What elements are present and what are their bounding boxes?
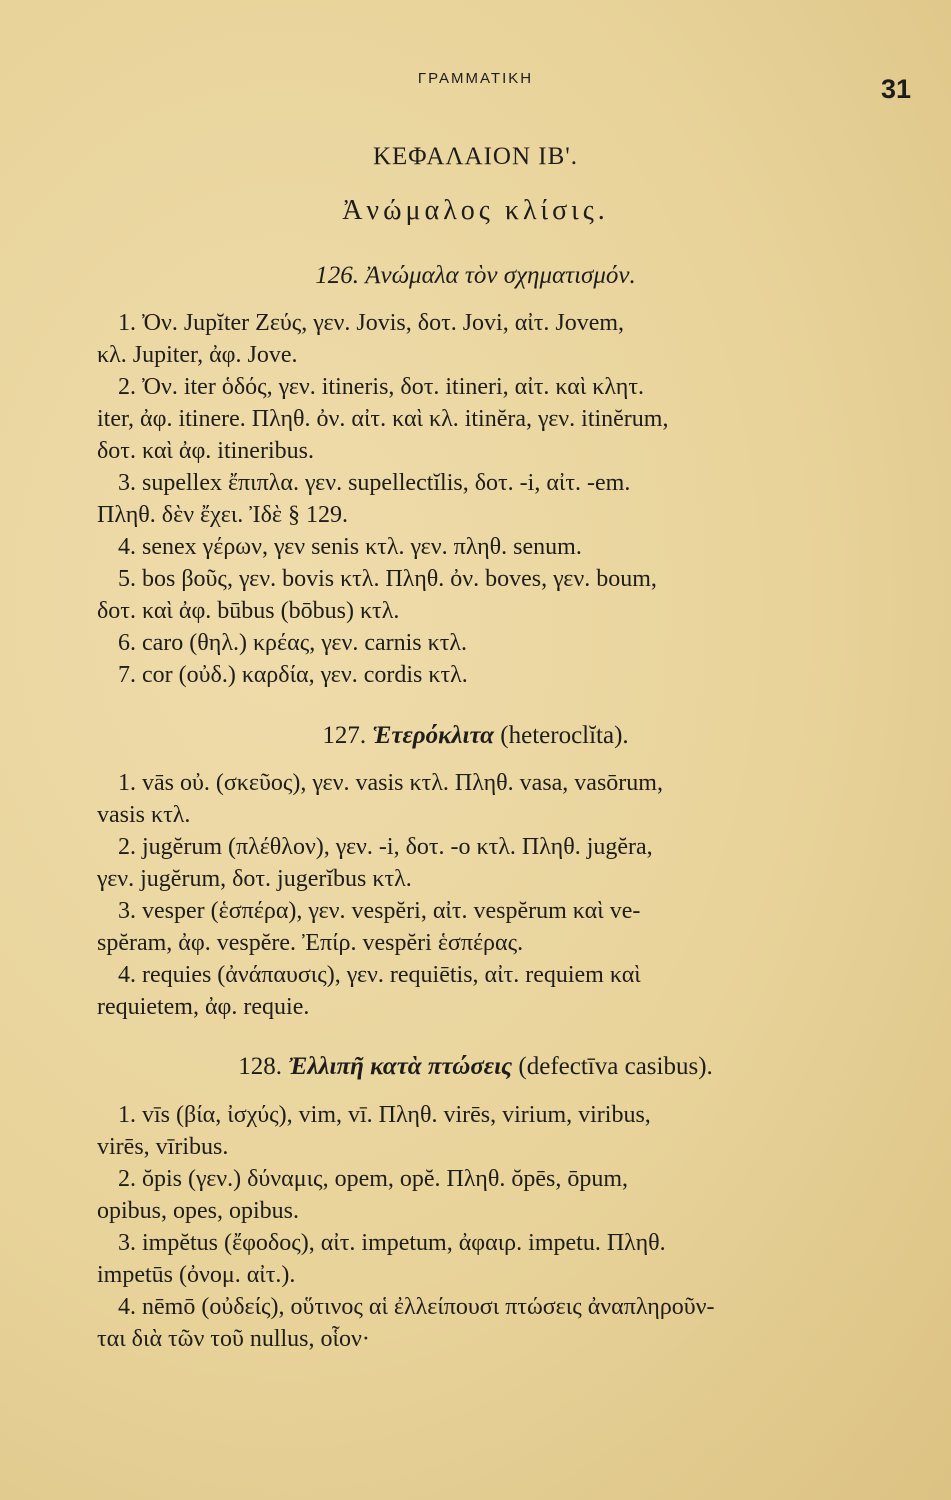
text-line: 1. vās οὐ. (σκεῦος), γεν. vasis κτλ. Πληθ. vasa, vasōrum,	[118, 770, 663, 796]
section-heading-128	[0, 1053, 951, 1081]
chapter-title: ΚΕΦΑΛΑΙΟΝ ΙΒ'.	[372, 143, 579, 170]
text-line: virēs, vīribus.	[97, 1134, 229, 1160]
text-line: 2. ŏpis (γεν.) δύναμις, opem, opĕ. Πληθ. ŏpēs, ōpum,	[118, 1166, 628, 1192]
running-title: ΓΡΑΜΜΑΤΙΚΗ	[417, 70, 534, 87]
text-line: δοτ. καὶ ἀφ. itineribus.	[97, 438, 314, 464]
chapter-subtitle: Ἀνώμαλος κλίσις.	[342, 195, 609, 226]
section-number: 128.	[238, 1053, 282, 1080]
text-line: 3. vesper (ἑσπέρα), γεν. vespĕri, αἰτ. vespĕrum καὶ ve-	[118, 898, 641, 924]
page-number: 31	[880, 74, 911, 104]
text-line: Πληθ. δὲν ἔχει. Ἰδὲ § 129.	[97, 502, 348, 528]
text-line: ται διὰ τῶν τοῦ nullus, οἷον·	[97, 1326, 370, 1352]
text-line: 2. jugĕrum (πλέθλον), γεν. -i, δοτ. -o κτλ. Πληθ. jugĕra,	[118, 834, 653, 860]
text-line: 4. nēmō (οὐδείς), οὕτινος αἱ ἐλλείπουσι πτώσεις ἀναπληροῦν-	[118, 1294, 715, 1320]
section-number: 126.	[315, 262, 359, 289]
text-line: opibus, opes, opibus.	[97, 1198, 300, 1224]
text-line: requietem, ἀφ. requie.	[97, 994, 310, 1020]
text-line: δοτ. καὶ ἀφ. būbus (bōbus) κτλ.	[97, 598, 400, 624]
text-line: iter, ἀφ. itinere. Πληθ. ὀν. αἰτ. καὶ κλ. itinĕra, γεν. itinĕrum,	[97, 406, 669, 432]
text-line: vasis κτλ.	[97, 802, 191, 828]
section-title-latin: (heteroclĭta).	[500, 722, 629, 749]
text-line: γεν. jugĕrum, δοτ. jugerĭbus κτλ.	[97, 866, 412, 892]
text-line: 3. impĕtus (ἔφοδος), αἰτ. impetum, ἀφαιρ. impetu. Πληθ.	[118, 1230, 666, 1256]
text-line: 4. senex γέρων, γεν senis κτλ. γεν. πληθ. senum.	[118, 534, 582, 560]
section-title-latin: (defectīva casibus).	[518, 1053, 713, 1080]
text-line: impetūs (ὀνομ. αἰτ.).	[97, 1262, 296, 1288]
section-title: Ἀνώμαλα τὸν σχηματισμόν.	[365, 262, 636, 289]
section-heading-126	[0, 262, 951, 290]
section-heading-127	[0, 722, 951, 750]
section-number: 127.	[322, 722, 367, 749]
text-line: 6. caro (θηλ.) κρέας, γεν. carnis κτλ.	[118, 630, 467, 656]
text-line: 1. vīs (βία, ἰσχύς), vim, vī. Πληθ. virēs, virium, viribus,	[118, 1102, 651, 1128]
text-line: 5. bos βοῦς, γεν. bovis κτλ. Πληθ. ὀν. boves, γεν. boum,	[118, 566, 657, 592]
text-line: 2. Ὀν. iter ὁδός, γεν. itineris, δοτ. itineri, αἰτ. καὶ κλητ.	[118, 374, 644, 400]
text-line: 1. Ὀν. Jupĭter Ζεύς, γεν. Jovis, δοτ. Jovi, αἰτ. Jovem,	[118, 310, 625, 336]
text-line: 4. requies (ἀνάπαυσις), γεν. requiētis, αἰτ. requiem καὶ	[118, 962, 641, 988]
section-title: Ἑτερόκλιτα	[372, 722, 495, 749]
text-line: spĕram, ἀφ. vespĕre. Ἐπίρ. vespĕri ἑσπέρας.	[97, 930, 524, 956]
text-line: κλ. Jupiter, ἀφ. Jove.	[97, 342, 298, 368]
text-line: 3. supellex ἔπιπλα. γεν. supellectĭlis, δοτ. -i, αἰτ. -em.	[118, 470, 631, 496]
text-line: 7. cor (οὐδ.) καρδία, γεν. cordis κτλ.	[118, 662, 468, 688]
section-title: Ἐλλιπῆ κατὰ πτώσεις	[288, 1053, 513, 1080]
